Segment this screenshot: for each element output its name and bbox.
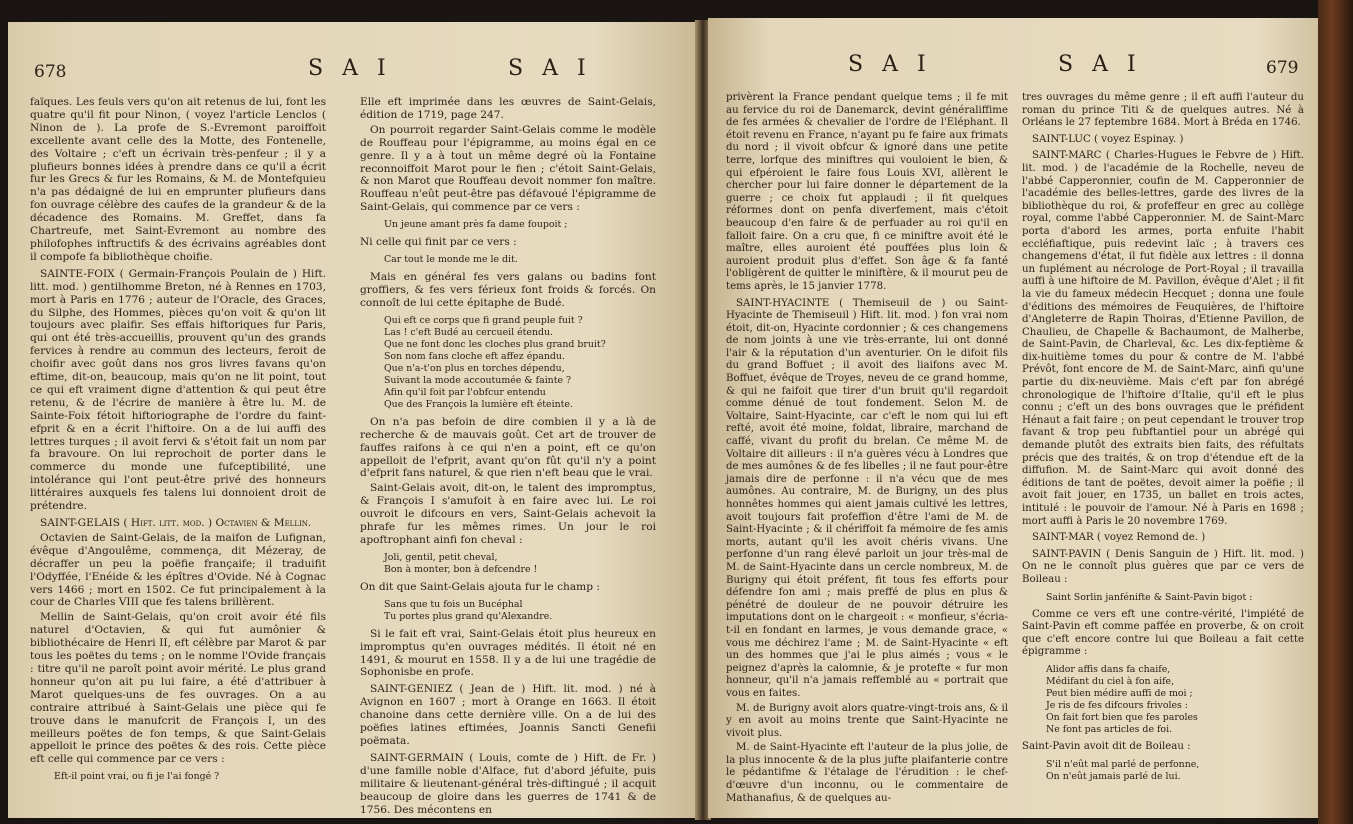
entry-saint-hyacinte: SAINT-HYACINTE ( Themiseuil de ) ou Saint-Hyacinte de Themiseuil ) Hift. lit. mod. ) fon vrai nom étoit, dit-on, Hyacinte cordonnier ; & ces changemens de nom joints à une vie très-errante, lui ont donné l'air & la réputation d'un aventurier. On le difoit fils du grand Boffuet ; il avoit des liaifons avec M. Boffuet, évêque de Troyes, neveu de ce grand homme, & qui ne faifoit que tirer d'un bruit qu'il regardoit comme dénué de tout fondement. Selon M. de Voltaire, Saint-Hyacinte, car c'eft le nom qui lui eft refté, avoit été moine, foldat, libraire, marchand de caffé, vivant du profit du brelan. Ce même M. de Voltaire dit ailleurs : il n'a guères vécu à Londres que de mes aumônes & de fes libelles ; il ne faut pour-être jamais dire de perfonne : il n'a vécu que de mes aumônes. Au contraire, M. de Burigny, un des plus honnêtes hommes qui aient jamais cultivé les lettres, avoit toujours fait profeffion d'être l'ami de M. de Saint-Hyacinte ; & il chériffoit fa mémoire de fes amis morts, autant qu'il les avoit chéris vivans. Une perfonne d'un rang élevé parloit un jour très-mal de M. de Saint-Hyacinte dans un cercle nombreux, M. de Burigny qui étoit préfent, fit tous fes efforts pour défendre fon ami ; mais preffé de plus en plus & pénétré de douleur de ne pouvoir détruire les imputations dont on le chargeoit : « monfieur, s'écria-t-il en fondant en larmes, je vous demande grace, « vous me déchirez l'ame ; M. de Saint-Hyacinte « eft un des hommes que j'ai le plus aimés ; vous « le peignez d'après la calomnie, & je protefte « fur mon honneur, qu'il n'a jamais reffemblé au « portrait que vous en faites. xyxy=(726,297,1008,699)
entry-saint-luc: SAINT-LUC ( voyez Espinay. ) xyxy=(1032,133,1184,145)
left-page xyxy=(8,22,698,818)
paragraph: Si le fait eft vrai, Saint-Gelais étoit plus heureux en impromptus qu'en ouvrages médités. Il étoit né en 1491, & mourut en 1558. Il y a de lui une tragédie de Sophonisbe en profe. xyxy=(360,627,656,679)
epitaph-verse: Qui eft ce corps que fi grand peuple fuit ? Las ! c'eft Budé au cercueil étendu. Que ne font donc les cloches plus grand bruit? Son nom fans cloche eft affez épandu. Que n'a-t'on plus en torches dépendu, Suivant la mode accoutumée & fainte ? Afin qu'il foit par l'obfcur entendu Que des François la lumière eft éteinte. xyxy=(384,314,606,410)
entry-saint-germain: SAINT-GERMAIN ( Louis, comte de ) Hift. de Fr. ) d'une famille noble d'Alface, fut d'abord jéfuite, puis militaire & lieutenant-général très-diftingué ; il acquit beaucoup de gloire dans les guerres de 1741 & de 1756. Des mécontens en xyxy=(360,751,656,816)
paragraph: Saint-Pavin avoit dit de Boileau : xyxy=(1022,740,1191,752)
verse-lines: S'il n'eût mal parlé de perfonne, On n'eût jamais parlé de lui. xyxy=(1046,758,1200,782)
paragraph: privèrent la France pendant quelque tems ; il fe mit au fervice du roi de Danemarck, devint généraliffime de fes armées & chevalier de l'ordre de l'Eléphant. Il étoit revenu en France, n'ayant pu fe faire aux frimats du nord ; il vivoit obfcur & ignoré dans une petite terre, lorfque des miniftres qui vouloient le bien, & qui efpéroient le faire fous Louis XVI, allèrent le chercher pour lui faire donner le département de la guerre ; ce choix fut applaudi ; il fit quelques réformes dont on penfa diverfement, mais c'étoit beaucoup d'en faire & de perfuader au roi qu'il en falloit faire. On a cru que, fi ce miniftre avoit été le maître, elles auroient été pouffées plus loin & auroient produit plus d'effet. Son âge & fa fanté l'obligèrent de quitter le miniftère, & il mourut peu de tems après, le 15 janvier 1778. xyxy=(726,92,1008,292)
left-running-head-col2: S A I xyxy=(508,56,592,81)
entry-sainte-foix: SAINTE-FOIX ( Germain-François Poulain de ) Hift. litt. mod. ) gentilhomme Breton, né à Rennes en 1703, mort à Paris en 1776 ; auteur de l'Oracle, des Graces, du Silphe, des Hommes, pièces qu'on voit & qu'on lit toujours avec plaifir. Ses effais hiftoriques fur Paris, qui ont été très-accueillis, prouvent qu'un des grands fervices à rendre au commun des lecteurs, feroit de choifir avec goût dans nos gros livres favans qu'on eftime, dit-on, beaucoup, mais qu'on ne lit point, tout ce qui eft vraiment digne d'attention & qui peut être retenu, & de l'écrire de manière à être lu. M. de Sainte-Foix fétoit hiftoriographe de l'ordre du faint-efprit & en a écrit l'hiftoire. On a de lui auffi des lettres turques ; il avoit fervi & s'étoit fait un nom par fa bravoure. On lui reprochoit de porter dans le commerce du monde une fufceptibilité, une intolérance qui l'ont peut-être privé des honneurs littéraires auxquels fes talens lui donnoient droit de prétendre. xyxy=(30,267,326,513)
paragraph: Mellin de Saint-Gelais, qu'on croit avoir été fils naturel d'Octavien, & qui fut aumônier & bibliothécaire de Henri II, eft célèbre par Marot & par tous les poëtes du tems ; on le nomme l'Ovide français : titre qu'il ne paroît point avoir mérité. Le plus grand honneur qu'on ait pu lui faire, a été d'attribuer à Marot quelques-uns de fes ouvrages. On a au contraire attribué à Saint-Gelais une pièce qui fe trouve dans le manufcrit de François I, un des meilleurs poëtes de fon temps, & que Saint-Gelais appelloit le prince des poëtes & des rois. Cette pièce eft celle qui commence par ce vers : xyxy=(30,611,326,766)
right-column-1 xyxy=(726,92,1008,807)
paragraph: Mais en général fes vers galans ou badins font groffiers, & fes vers férieux font froids & forcés. On connoît de lui cette épitaphe de Budé. xyxy=(360,271,656,309)
paragraph: Saint-Gelais avoit, dit-on, le talent des impromptus, & François I s'amufoit à en faire avec lui. Le roi ouvroit le difcours en vers, Saint-Gelais achevoit la phrafe fur les mêmes rimes. Un jour le roi apoftrophant ainfi fon cheval : xyxy=(360,482,656,546)
left-column-2 xyxy=(360,96,656,818)
verse-lines: Joli, gentil, petit cheval, Bon à monter, bon à defcendre ! xyxy=(384,551,538,575)
entry-saint-gelais-heading: SAINT-GELAIS ( Hift. litt. mod. ) Octavien & Mellin. xyxy=(40,517,312,529)
entry-saint-mar: SAINT-MAR ( voyez Remond de. ) xyxy=(1032,532,1206,544)
paragraph: On dit que Saint-Gelais ajouta fur le champ : xyxy=(360,580,600,593)
paragraph: On n'a pas befoin de dire combien il y a là de recherche & de mauvais goût. Cet art de trouver de fauffes raifons à ce qui n'en a point, eft ce qu'on appelloit de l'efprit, avant qu'on fût qu'il n'y a point d'efprit fans naturel, & que rien n'eft beau que le vrai. xyxy=(360,415,656,480)
paragraph: Ni celle qui finit par ce vers : xyxy=(360,236,517,249)
epigram-verse: Alidor affis dans fa chaife, Médifant du ciel à fon aife, Peut bien médire auffi de moi ; Je ris de fes difcours frivoles : On fait fort bien que fes paroles Ne font pas articles de foi. xyxy=(1046,663,1198,735)
paragraph: On pourroit regarder Saint-Gelais comme le modèle de Rouffeau pour l'épigramme, au moins égal en ce genre. Il y a à tout un même degré où la Fontaine reconnoiffoit Marot pour le fien ; c'étoit Saint-Gelais, & non Marot que Rouffeau devoit nommer fon maître. Rouffeau n'eût peut-être pas défavoué l'épigramme de Saint-Gelais, qui commence par ce vers : xyxy=(360,123,656,214)
left-running-head: S A I xyxy=(308,56,392,81)
paragraph: M. de Burigny avoit alors quatre-vingt-trois ans, & il y en avoit au moins trente que Saint-Hyacinte ne vivoit plus. xyxy=(726,702,1008,739)
right-page-number: 679 xyxy=(1266,58,1299,78)
paragraph: Comme ce vers eft une contre-vérité, l'impiété de Saint-Pavin eft comme paffée en proverbe, & on croit que c'eft encore contre lui que Boileau a fait cette épigramme : xyxy=(1022,608,1304,658)
verse-lines: Sans que tu fois un Bucéphal Tu portes plus grand qu'Alexandre. xyxy=(384,598,553,622)
left-page-number: 678 xyxy=(34,62,67,82)
verse-line: Saint Sorlin janfénifte & Saint-Pavin bigot : xyxy=(1046,591,1253,603)
left-column-1 xyxy=(30,96,326,788)
book-cover-edge xyxy=(1318,0,1353,824)
right-running-head: S A I xyxy=(848,52,932,77)
entry-saint-geniez: SAINT-GENIEZ ( Jean de ) Hift. lit. mod. ) né à Avignon en 1607 ; mort à Orange en 1663. Il étoit chanoine dans cette dernière ville. On a de lui des poëfies latines eftimées, Joannis Sancti Genefii poëmata. xyxy=(360,683,656,747)
right-running-head-col2: S A I xyxy=(1058,52,1142,77)
entry-saint-pavin: SAINT-PAVIN ( Denis Sanguin de ) Hift. lit. mod. ) On ne le connoît plus guères que par ce vers de Boileau : xyxy=(1022,548,1304,585)
verse-line: Eft-il point vrai, ou fi je l'ai fongé ? xyxy=(54,771,220,783)
right-column-2 xyxy=(1022,92,1304,788)
paragraph: Elle eft imprimée dans les œuvres de Saint-Gelais, édition de 1719, page 247. xyxy=(360,96,656,121)
paragraph: M. de Saint-Hyacinte eft l'auteur de la plus jolie, de la plus innocente & de la plus jufte plaifanterie contre le pédantifme & l'étalage de l'érudition : le chef-d'œuvre d'un inconnu, ou le commentaire de Mathanafius, & de quelques au- xyxy=(726,742,1008,804)
verse-line: Car tout le monde me le dit. xyxy=(384,254,518,266)
paragraph: Octavien de Saint-Gelais, de la maifon de Lufignan, évêque d'Angoulême, commença, dit Mézeray, de décraffer un peu la poëfie françaife; il traduifit l'Odyffée, l'Enéide & les épîtres d'Ovide. Né à Cognac vers 1466 ; mort en 1502. Ce fut principalement à la cour de Charles VIII que fes talens brillèrent. xyxy=(30,531,326,609)
entry-saint-marc: SAINT-MARC ( Charles-Hugues le Febvre de ) Hift. lit. mod. ) de l'académie de la Rochelle, neveu de l'abbé Capperonnier, coufin de M. Capperonnier de l'académie des belles-lettres, garde des livres de la bibliothèque du roi, & profeffeur en grec au collège royal, comme l'abbé Capperonnier. M. de Saint-Marc porta d'abord les armes, porta enfuite l'habit eccléfiaftique, puis redevint laïc ; à travers ces changemens d'état, il fut fidèle aux lettres : il donna un fuplément au nécrologe de Port-Royal ; il travailla auffi à une hiftoire de M. Pavillon, évêque d'Alet ; il fit la vie du fameux médecin Hecquet ; donna une foule d'éditions des mémoires de Feuquières, de l'hiftoire d'Angleterre de Rapin Thoiras, d'Etienne Pavillon, de Chaulieu, de Chapelle & Bachaumont, de Malherbe, de Saint-Pavin, de Charleval, &c. Les dix-feptième & dix-huitième tomes du pour & contre de M. l'abbé Prévôt, font encore de M. de Saint-Marc, ainfi qu'une partie du dix-neuvième. Mais c'eft par fon abrégé chronologique de l'hiftoire d'Italie, qu'il eft le plus connu ; c'eft un des bons ouvrages que le préfident Hénaut a fait faire ; on peut cependant le trouver trop favant & trop peu fubftantiel pour un abrégé qui demande plutôt des extraits bien faits, des réfultats précis que des traités, & on trop d'étendue eft de la diffufion. M. de Saint-Marc qui avoit donné des éditions de tant de poëtes, devoit aimer la poëfie ; il avoit fait jouer, en 1735, un ballet en trois actes, intitulé : le pouvoir de l'amour. Né à Paris en 1698 ; mort auffi à Paris le 20 novembre 1769. xyxy=(1022,150,1304,527)
paragraph: tres ouvrages du même genre ; il eft auffi l'auteur du roman du prince Titi & de quelques autres. Né à Orléans le 27 feptembre 1684. Mort à Bréda en 1746. xyxy=(1022,92,1304,129)
right-page xyxy=(708,18,1318,818)
paragraph: faïques. Les feuls vers qu'on ait retenus de lui, font les quatre qu'il fit pour Ninon, ( voyez l'article Lenclos ( Ninon de ). La profe de S.-Evremont paroiffoit excellente avant celle des la Motte, des Fontenelle, des Voltaire ; c'eft un écrivain très-penfeur ; il y a plufieurs bonnes idées à prendre dans ce qu'il a écrit fur les Grecs & fur les Romains, & M. de Montefquieu n'a pas dédaigné de lui en emprunter plufieurs dans fon ouvrage célèbre des caufes de la grandeur & de la décadence des Romains. M. Greffet, dans fa Chartreufe, met Saint-Evremont au nombre des philofophes inftructifs & des écrivains agréables dont il compofe fa bibliothèque choifie. xyxy=(30,96,326,263)
verse-line: Un jeune amant près fa dame foupoit ; xyxy=(384,219,568,231)
